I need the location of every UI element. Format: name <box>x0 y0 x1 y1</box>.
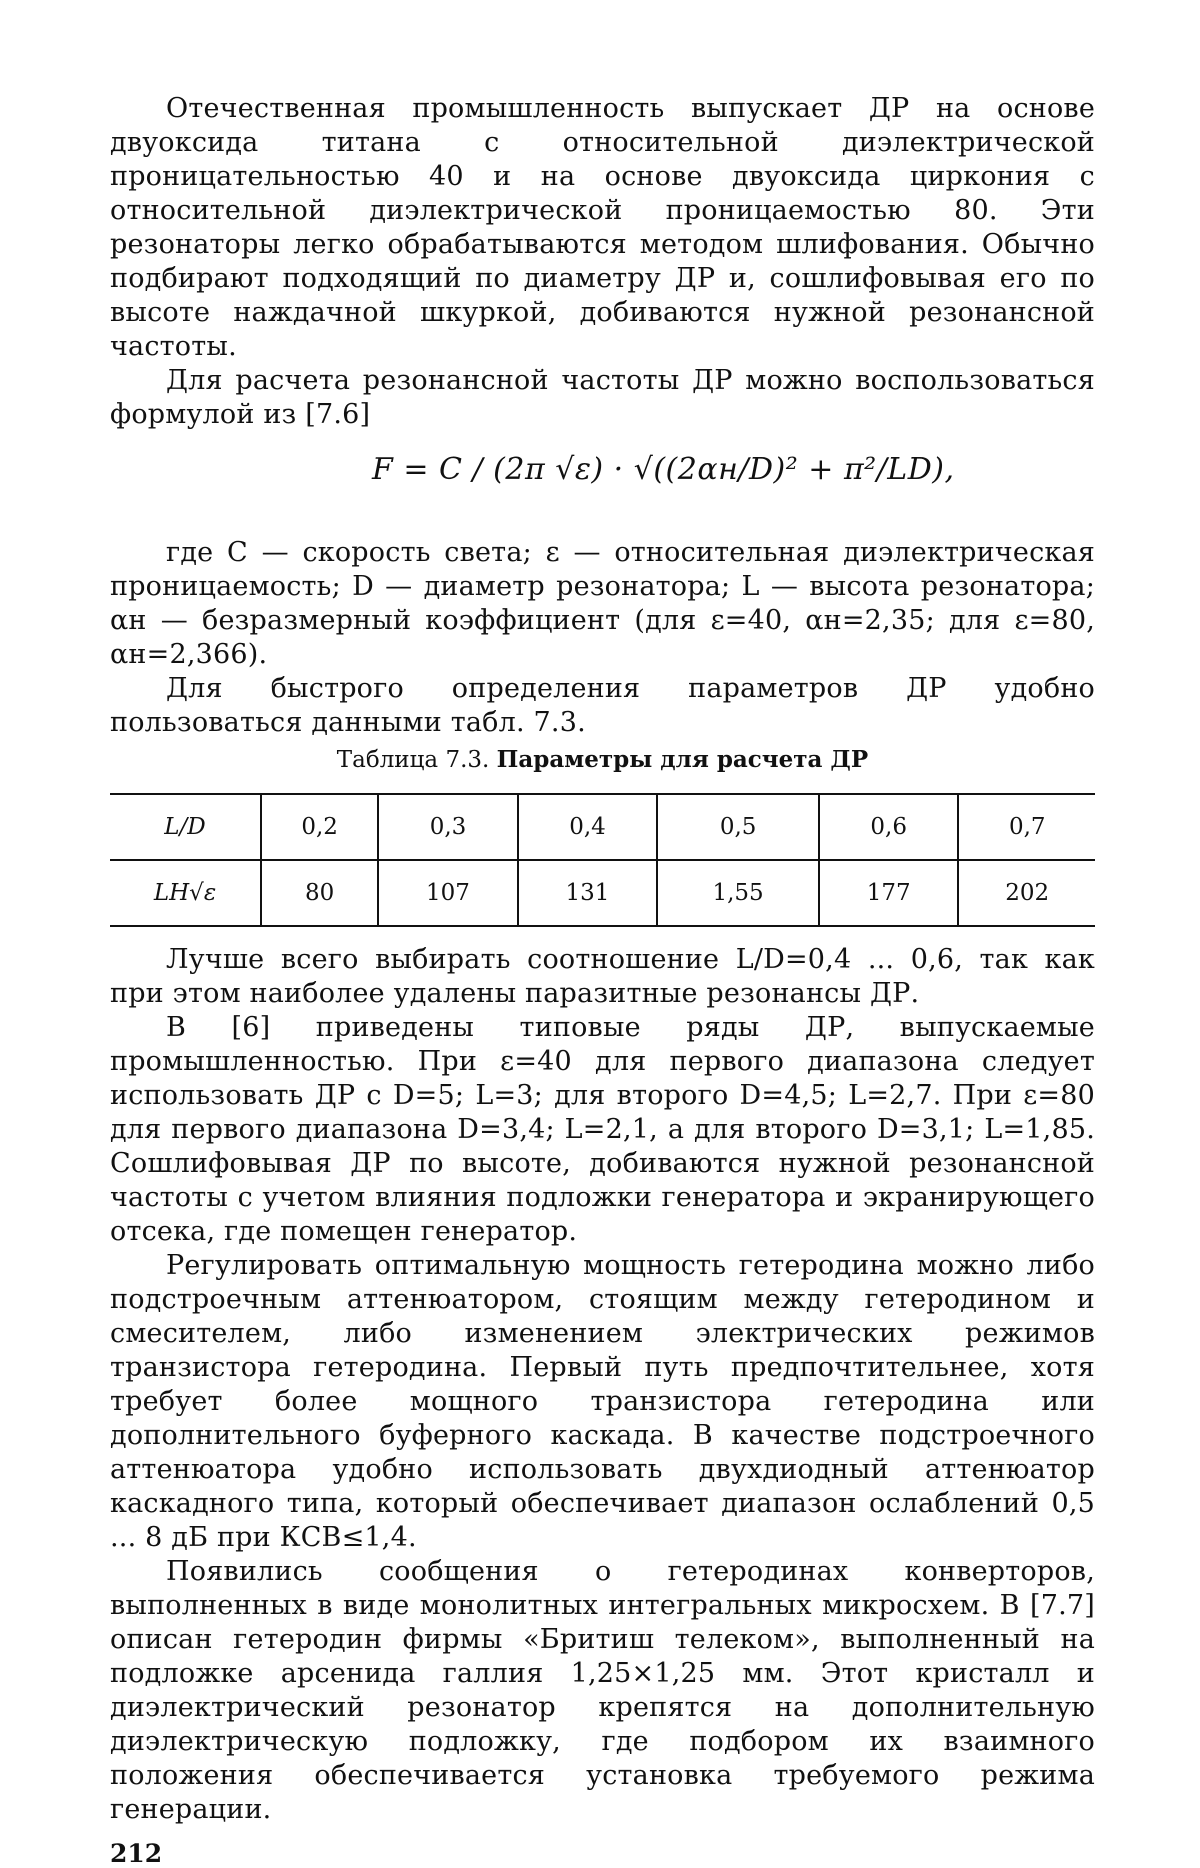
paragraph-2: Для расчета резонансной частоты ДР можно воспользоваться формулой из [7.6] <box>110 365 1095 430</box>
body-after-table <box>110 943 1095 1827</box>
formula-text: F = C / (2π √ε) · √((2αн/D)² + π²/LD), <box>372 452 955 487</box>
paragraph-7: Регулировать оптимальную мощность гетеродина можно либо подстроечным аттенюатором, стоящим между гетеродином и смесителем, либо изменением электрических режимов транзистора гетеродина. Первый путь предпочтительнее, хотя требует более мощного транзистора гетеродина или дополнительного буферного каскада. В качестве подстроечного аттенюатора удобно использовать двухдиодный аттенюатор каскадного типа, который обеспечивает диапазон ослаблений 0,5 ... 8 дБ при КСВ≤1,4. <box>110 1250 1095 1553</box>
paragraph-5: Лучше всего выбирать соотношение L/D=0,4 ... 0,6, так как при этом наиболее удалены паразитные резонансы ДР. <box>110 944 1095 1009</box>
table-cell: 177 <box>819 860 959 926</box>
table-row-label: LH√ε <box>110 860 261 926</box>
table-row <box>110 860 1095 926</box>
resonance-formula <box>110 436 1095 518</box>
table-cell: 131 <box>518 860 658 926</box>
parameters-table <box>110 793 1095 927</box>
table-cell: 0,6 <box>819 794 959 860</box>
page-content <box>110 92 1095 1868</box>
table-row <box>110 794 1095 860</box>
table-cell: 0,2 <box>261 794 378 860</box>
table-cell: 1,55 <box>657 860 819 926</box>
table-cell: 0,3 <box>378 794 518 860</box>
page-number: 212 <box>110 1839 163 1868</box>
paragraph-4: Для быстрого определения параметров ДР удобно пользоваться данными табл. 7.3. <box>110 673 1095 738</box>
table-cell: 0,4 <box>518 794 658 860</box>
table-caption <box>110 746 1095 773</box>
paragraph-6: В [6] приведены типовые ряды ДР, выпускаемые промышленностью. При ε=40 для первого диапазона следует использовать ДР с D=5; L=3; для второго D=4,5; L=2,7. При ε=80 для первого диапазона D=3,4; L=2,1, а для второго D=3,1; L=1,85. Сошлифовывая ДР по высоте, добиваются нужной резонансной частоты с учетом влияния подложки генератора и экранирующего отсека, где помещен генератор. <box>110 1012 1095 1247</box>
table-cell: 107 <box>378 860 518 926</box>
table-row-label: L/D <box>110 794 261 860</box>
table-cell: 0,5 <box>657 794 819 860</box>
paragraph-8: Появились сообщения о гетеродинах конверторов, выполненных в виде монолитных интегральных микросхем. В [7.7] описан гетеродин фирмы «Бритиш телеком», выполненный на подложке арсенида галлия 1,25×1,25 мм. Этот кристалл и диэлектрический резонатор крепятся на дополнительную диэлектрическую подложку, где подбором их взаимного положения обеспечивается установка требуемого режима генерации. <box>110 1556 1095 1825</box>
table-caption-title: Параметры для расчета ДР <box>496 746 869 773</box>
table-cell: 202 <box>958 860 1095 926</box>
table-cell: 0,7 <box>958 794 1095 860</box>
table-caption-prefix: Таблица 7.3. <box>336 747 490 773</box>
paragraph-1: Отечественная промышленность выпускает ДР на основе двуоксида титана с относительной диэлектрической проницательностью 40 и на основе двуоксида циркония с относительной диэлектрической проницаемостью 80. Эти резонаторы легко обрабатываются методом шлифования. Обычно подбирают подходящий по диаметру ДР и, сошлифовывая его по высоте наждачной шкуркой, добиваются нужной резонансной частоты. <box>110 93 1095 362</box>
table-cell: 80 <box>261 860 378 926</box>
paragraph-3: где C — скорость света; ε — относительная диэлектрическая проницаемость; D — диаметр резонатора; L — высота резонатора; αн — безразмерный коэффициент (для ε=40, αн=2,35; для ε=80, αн=2,366). <box>110 537 1095 670</box>
